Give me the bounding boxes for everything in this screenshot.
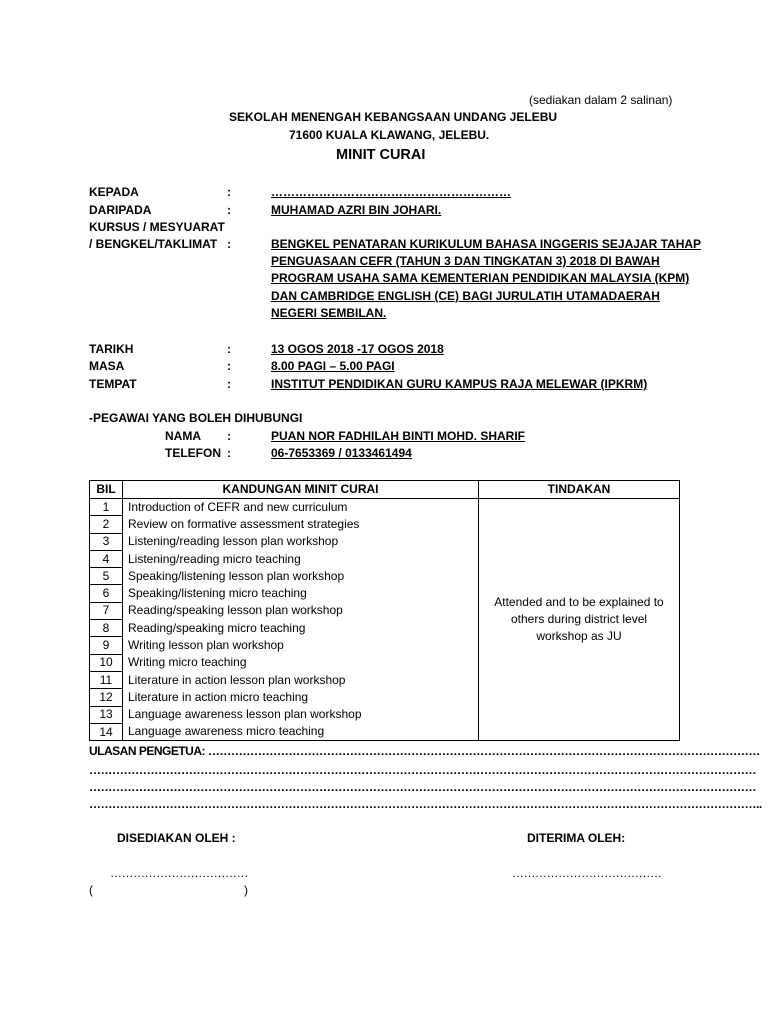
row-content: Listening/reading micro teaching (123, 550, 479, 567)
daripada-value: MUHAMAD AZRI BIN JOHARI. (271, 203, 442, 217)
tempat-value: INSTITUT PENDIDIKAN GURU KAMPUS RAJA MELEWAR (IPKRM) (271, 377, 648, 391)
kepada-colon: : (227, 185, 231, 199)
kursus-label-line1: KURSUS / MESYUARAT (89, 220, 225, 234)
kursus-colon: : (227, 237, 231, 251)
disediakan-signature-line: ……………………………… (110, 866, 248, 880)
header-tindakan: TINDAKAN (479, 481, 680, 499)
tarikh-value: 13 OGOS 2018 -17 OGOS 2018 (271, 342, 444, 356)
row-content: Writing micro teaching (123, 654, 479, 671)
ulasan-line-3: ………………………………………………………………………………………………………………………………………………………….. (89, 797, 762, 811)
row-content: Language awareness lesson plan workshop (123, 706, 479, 723)
row-bil: 7 (90, 602, 123, 619)
telefon-label: TELEFON (165, 446, 221, 460)
row-content: Literature in action micro teaching (123, 689, 479, 706)
ulasan-line-1: ………………………………………………………………………………………………………………………………………………………… (89, 763, 756, 777)
tindakan-cell: Attended and to be explained to others during district level workshop as JU (479, 499, 680, 741)
telefon-colon: : (227, 446, 231, 460)
row-bil: 6 (90, 585, 123, 602)
ulasan-line-2: ………………………………………………………………………………………………………………………………………………………… (89, 780, 756, 794)
telefon-value: 06-7653369 / 0133461494 (271, 446, 412, 460)
row-content: Speaking/listening micro teaching (123, 585, 479, 602)
copies-note: (sediakan dalam 2 salinan) (529, 93, 673, 107)
row-content: Reading/speaking lesson plan workshop (123, 602, 479, 619)
header-kandungan: KANDUNGAN MINIT CURAI (123, 481, 479, 499)
row-bil: 3 (90, 533, 123, 550)
row-bil: 9 (90, 637, 123, 654)
disediakan-label: DISEDIAKAN OLEH : (117, 831, 236, 845)
tarikh-colon: : (227, 342, 231, 356)
name-paren-close: ) (244, 883, 248, 897)
tempat-colon: : (227, 377, 231, 391)
nama-colon: : (227, 429, 231, 443)
minit-table (89, 480, 680, 741)
masa-label: MASA (89, 359, 125, 373)
kursus-line-2: PENGUASAAN CEFR (TAHUN 3 DAN TINGKATAN 3) 2018 DI BAWAH (271, 254, 660, 268)
row-content: Listening/reading lesson plan workshop (123, 533, 479, 550)
tarikh-label: TARIKH (89, 342, 134, 356)
page-title: MINIT CURAI (336, 147, 426, 163)
contact-heading: -PEGAWAI YANG BOLEH DIHUBUNGI (89, 411, 303, 425)
kursus-line-5: NEGERI SEMBILAN. (271, 306, 387, 320)
kursus-line-1: BENGKEL PENATARAN KURIKULUM BAHASA INGGERIS SEJAJAR TAHAP (271, 237, 702, 251)
nama-value: PUAN NOR FADHILAH BINTI MOHD. SHARIF (271, 429, 525, 443)
nama-label: NAMA (165, 429, 201, 443)
masa-colon: : (227, 359, 231, 373)
name-paren-open: ( (89, 883, 93, 897)
kursus-line-3: PROGRAM USAHA SAMA KEMENTERIAN PENDIDIKAN MALAYSIA (KPM) (271, 271, 690, 285)
kursus-label-line2: / BENGKEL/TAKLIMAT (89, 237, 218, 251)
school-address: 71600 KUALA KLAWANG, JELEBU. (289, 128, 490, 142)
table-row (90, 499, 680, 516)
row-bil: 2 (90, 516, 123, 533)
diterima-signature-line: ………………………………… (512, 866, 662, 880)
header-bil: BIL (90, 481, 123, 499)
school-name: SEKOLAH MENENGAH KEBANGSAAN UNDANG JELEBU (229, 110, 558, 124)
kepada-value: …………………………………………………… (271, 185, 511, 199)
row-bil: 10 (90, 654, 123, 671)
kepada-label: KEPADA (89, 185, 139, 199)
table-header-row (90, 481, 680, 499)
row-bil: 5 (90, 568, 123, 585)
row-content: Reading/speaking micro teaching (123, 620, 479, 637)
row-content: Review on formative assessment strategies (123, 516, 479, 533)
row-content: Writing lesson plan workshop (123, 637, 479, 654)
row-bil: 13 (90, 706, 123, 723)
tempat-label: TEMPAT (89, 377, 137, 391)
row-content: Literature in action lesson plan workshop (123, 671, 479, 688)
row-bil: 8 (90, 620, 123, 637)
row-bil: 12 (90, 689, 123, 706)
kursus-line-4: DAN CAMBRIDGE ENGLISH (CE) BAGI JURULATIH UTAMADAERAH (271, 289, 660, 303)
row-content: Language awareness micro teaching (123, 723, 479, 740)
ulasan-label: ULASAN PENGETUA: ……………………………………………………………………………………………………………………………… (89, 744, 760, 758)
row-bil: 1 (90, 499, 123, 516)
daripada-label: DARIPADA (89, 203, 152, 217)
daripada-colon: : (227, 203, 231, 217)
row-content: Introduction of CEFR and new curriculum (123, 499, 479, 516)
row-bil: 14 (90, 723, 123, 740)
row-bil: 4 (90, 550, 123, 567)
row-bil: 11 (90, 671, 123, 688)
diterima-label: DITERIMA OLEH: (527, 831, 626, 845)
masa-value: 8.00 PAGI – 5.00 PAGI (271, 359, 395, 373)
row-content: Speaking/listening lesson plan workshop (123, 568, 479, 585)
